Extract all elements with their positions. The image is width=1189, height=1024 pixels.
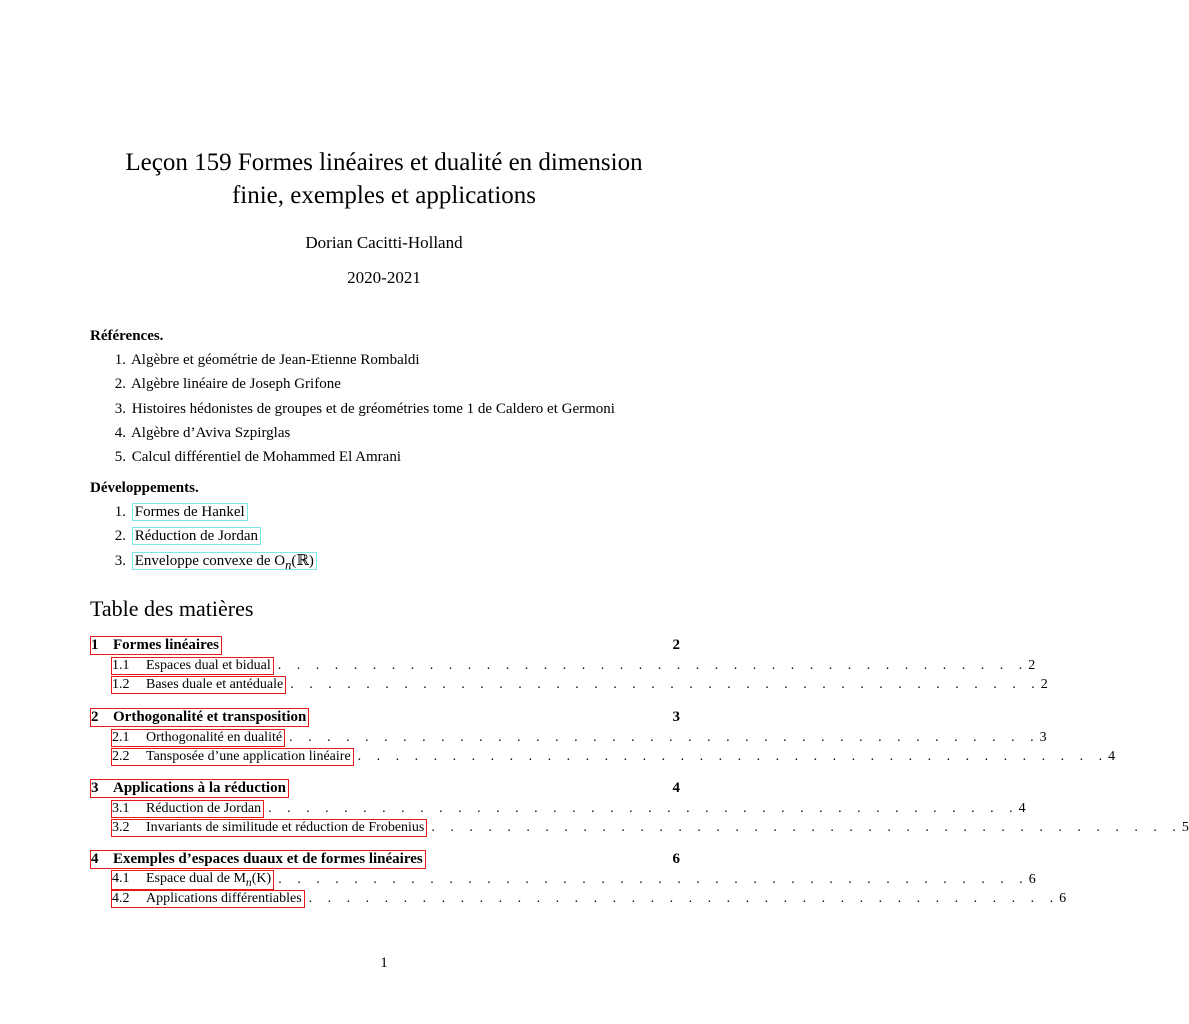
developpements-list [90, 500, 317, 573]
toc-link-1-1[interactable]: 1.1 Espaces dual et bidual [111, 657, 274, 675]
toc-entry: 2 Orthogonalité et transposition 3 [91, 708, 680, 725]
toc-entry: 1 Formes linéaires 2 [91, 636, 680, 653]
list-item: 2. Algèbre linéaire de Joseph Grifone [114, 376, 341, 393]
toc-entry: 4.2 Applications différentiables . . . . . . . . . . . . . . . . . . . . . . . . . . . . . . . . . . . . . . . . 6 [112, 891, 1067, 907]
references-list [90, 348, 615, 469]
toc-section-3 [90, 777, 1189, 838]
toc-link-4-1[interactable]: 4.1 Espace dual de $M_n(K)$ [111, 870, 274, 890]
date: 2020-2021 [347, 268, 421, 287]
toc-entry: 2.2 Tansposée d’une application linéaire . . . . . . . . . . . . . . . . . . . . . . . . . . . . . . . . . . . . . . . . 4 [112, 749, 1116, 765]
toc-section-2 [90, 706, 1116, 767]
references-heading: Références. [90, 328, 164, 344]
document-title: Leçon 159 Formes linéaires et dualité en dimension finie, exemples et applications [125, 149, 643, 209]
toc-entry: 3.2 Invariants de similitude et réduction de Frobenius . . . . . . . . . . . . . . . . . . . . . . . . . . . . . . . . . . . . . . . . 5 [112, 820, 1189, 836]
toc-link-3-2[interactable]: 3.2 Invariants de similitude et réduction de Frobenius [111, 819, 427, 837]
list-item: 3. Histoires hédonistes de groupes et de gréométries tome 1 de Caldero et Germoni [114, 400, 615, 417]
toc-entry: 4.1 Espace dual de $M_n(K)$ . . . . . . . . . . . . . . . . . . . . . . . . . . . . . . . . . . . . . . . . 6 [112, 870, 1036, 889]
toc-link-4[interactable]: 4 Exemples d’espaces duaux et de formes linéaires [90, 850, 426, 869]
link-reduction-de-jordan[interactable]: Réduction de Jordan [132, 527, 261, 545]
link-enveloppe-convexe[interactable]: Enveloppe convexe de $O_n(ℝ)$ [132, 552, 317, 570]
toc-link-3-1[interactable]: 3.1 Réduction de Jordan [111, 800, 264, 818]
toc-entry: 3 Applications à la réduction 4 [91, 779, 680, 796]
toc-section-4 [90, 848, 1067, 909]
list-item: 3. Enveloppe convexe de $O_n(ℝ)$ [90, 549, 317, 573]
toc-link-2-2[interactable]: 2.2 Tansposée d’une application linéaire [111, 748, 354, 766]
page-number: 1 [380, 955, 388, 971]
developpements-heading: Développements. [90, 480, 199, 496]
toc-link-2-1[interactable]: 2.1 Orthogonalité en dualité [111, 729, 285, 747]
link-formes-de-hankel[interactable]: Formes de Hankel [132, 503, 248, 521]
author: Dorian Cacitti-Holland [305, 233, 463, 252]
toc-link-1-2[interactable]: 1.2 Bases duale et antéduale [111, 676, 286, 694]
toc-link-2[interactable]: 2 Orthogonalité et transposition [90, 708, 309, 727]
list-item: 2. Réduction de Jordan [90, 524, 317, 548]
list-item: 1. Algèbre et géométrie de Jean-Etienne Rombaldi [114, 352, 420, 368]
toc-entry: 1.1 Espaces dual et bidual . . . . . . . . . . . . . . . . . . . . . . . . . . . . . . . . . . . . . . . . 2 [112, 657, 1036, 673]
toc-entry: 1.2 Bases duale et antéduale . . . . . . . . . . . . . . . . . . . . . . . . . . . . . . . . . . . . . . . . 2 [112, 677, 1048, 693]
list-item: 1. Formes de Hankel [90, 500, 317, 524]
toc-link-1[interactable]: 1 Formes linéaires [90, 636, 222, 655]
toc-section-1 [90, 634, 1048, 695]
list-item: 5. Calcul différentiel de Mohammed El Amrani [114, 449, 401, 466]
toc-entry: 3.1 Réduction de Jordan . . . . . . . . . . . . . . . . . . . . . . . . . . . . . . . . . . . . . . . . 4 [112, 800, 1026, 816]
toc-entry: 4 Exemples d’espaces duaux et de formes linéaires 6 [91, 850, 680, 867]
toc-link-4-2[interactable]: 4.2 Applications différentiables [111, 890, 305, 908]
toc-link-3[interactable]: 3 Applications à la réduction [90, 779, 289, 798]
list-item: 4. Algèbre d’Aviva Szpirglas [114, 424, 291, 441]
toc-entry: 2.1 Orthogonalité en dualité . . . . . . . . . . . . . . . . . . . . . . . . . . . . . . . . . . . . . . . . 3 [112, 729, 1047, 745]
toc-title: Table des matières [90, 596, 254, 621]
